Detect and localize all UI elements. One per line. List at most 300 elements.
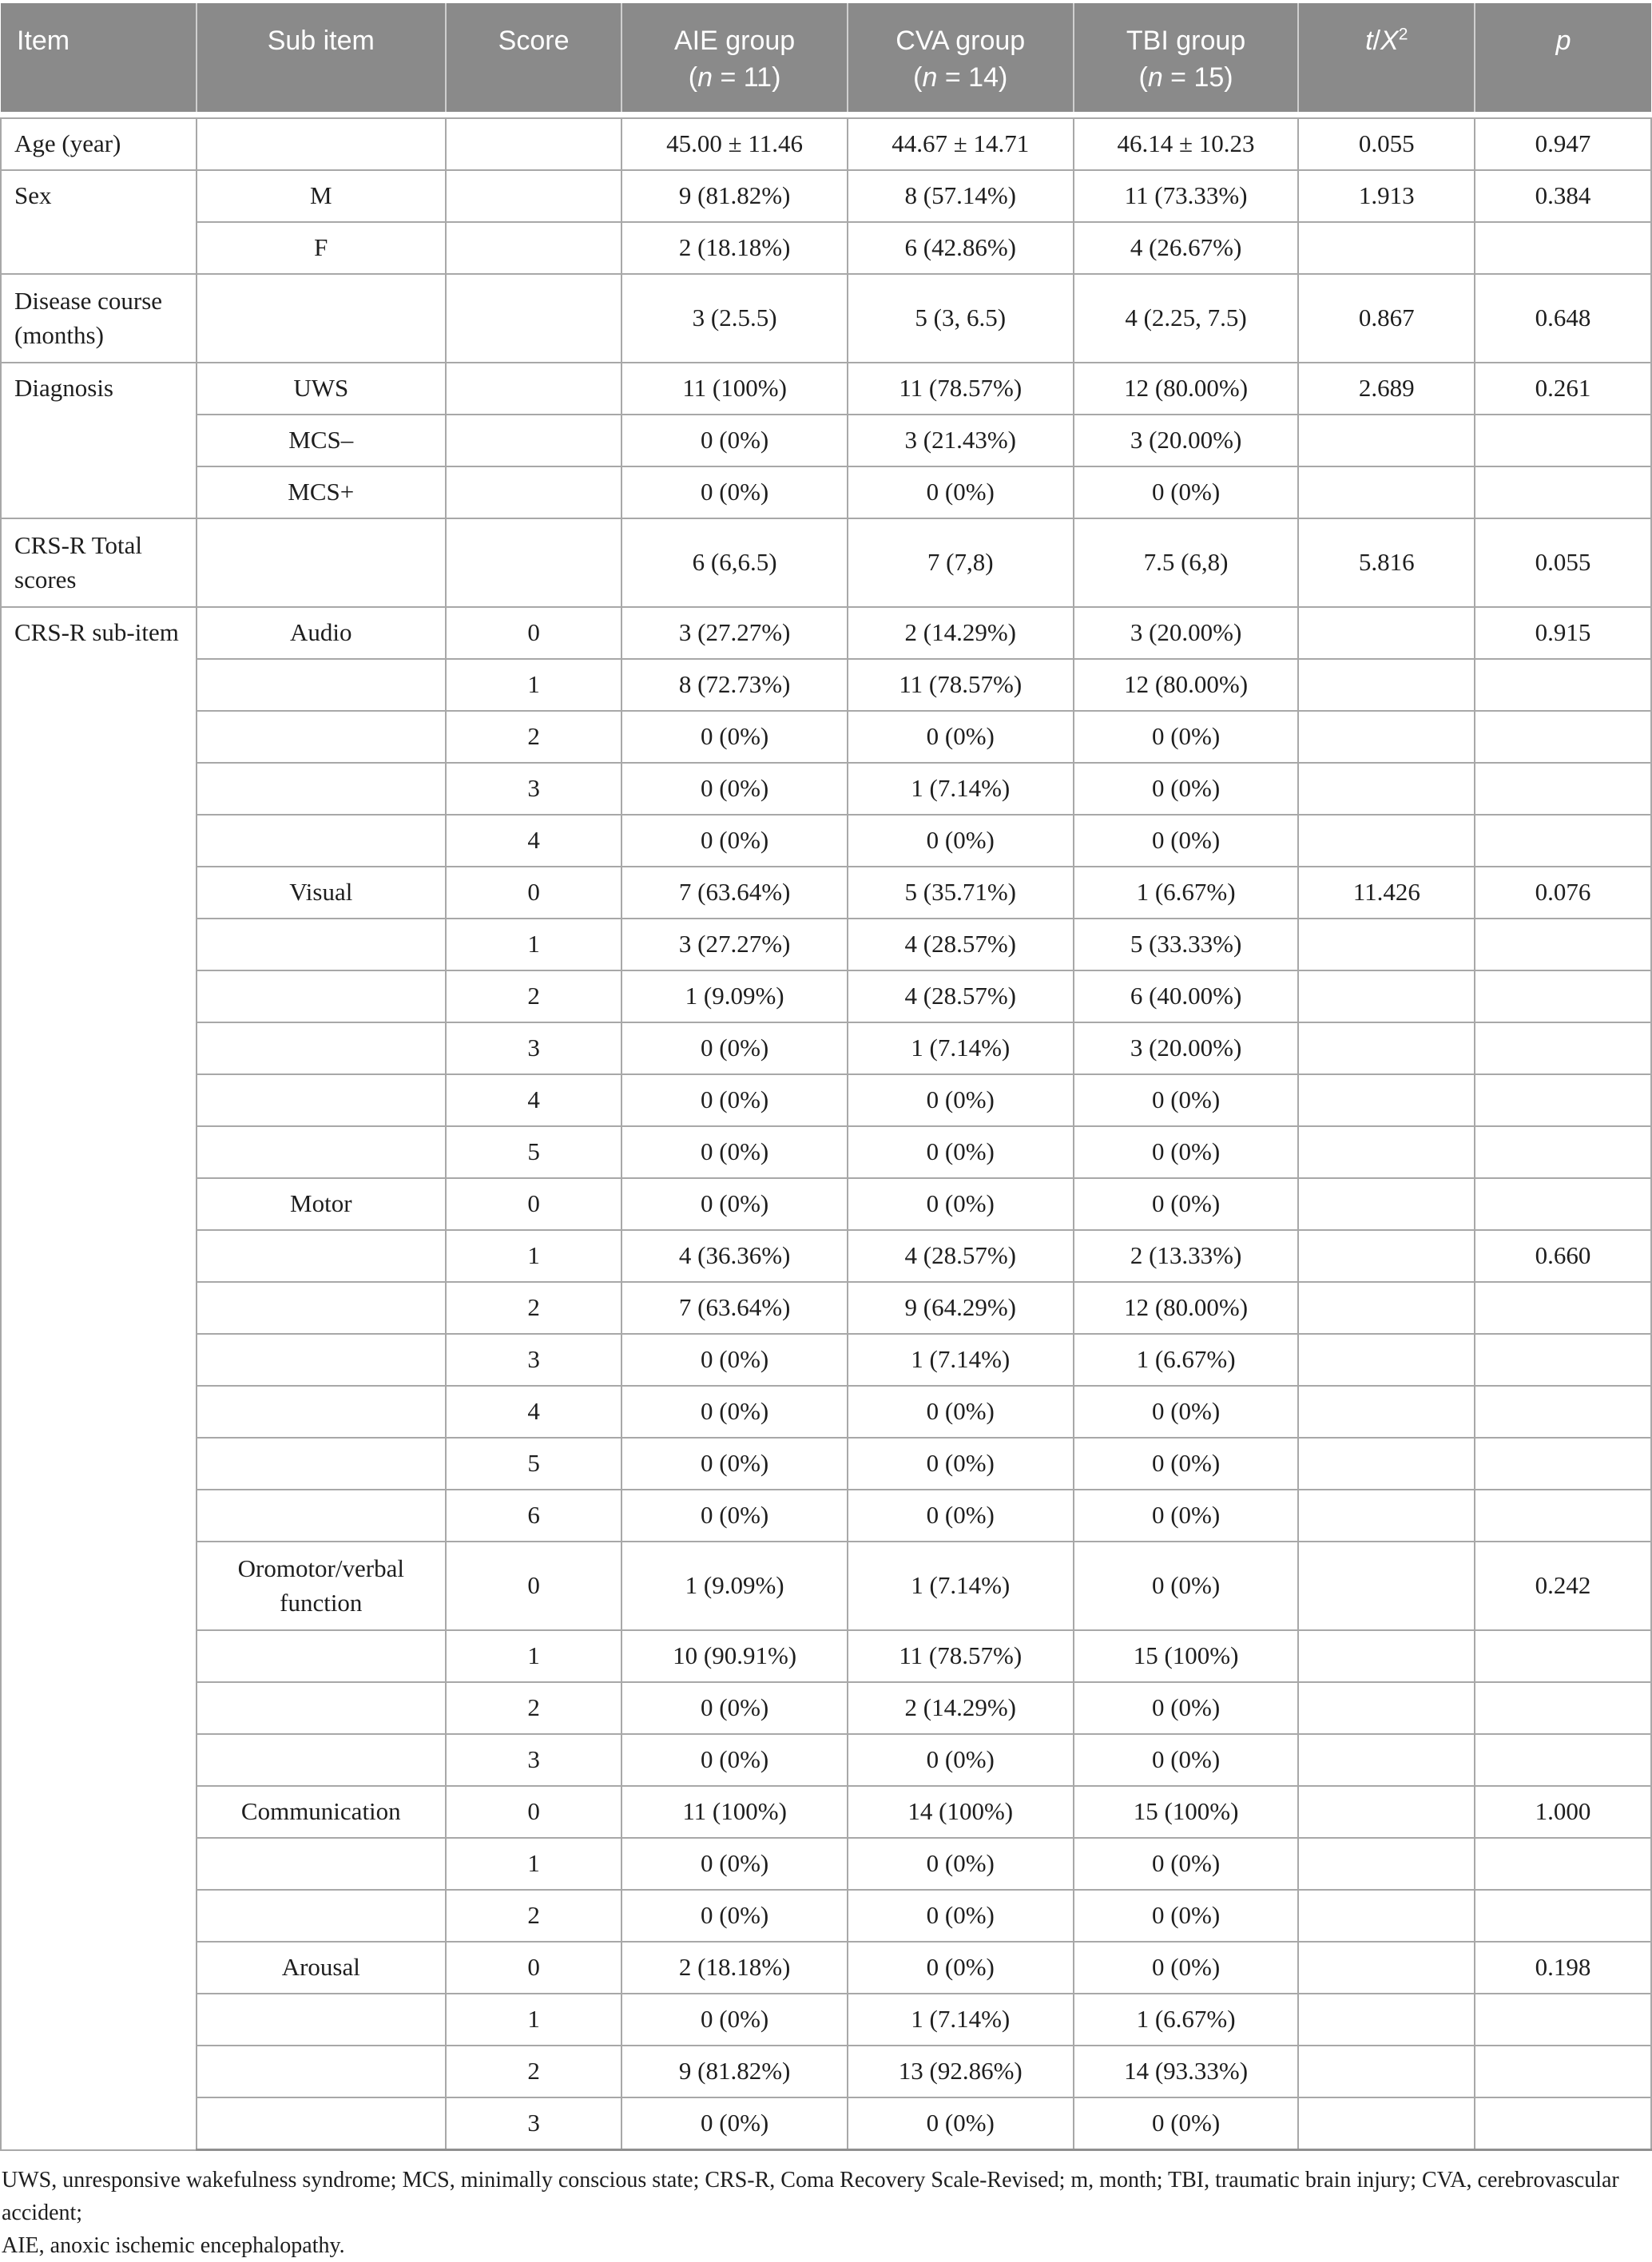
table-row (1, 763, 1651, 815)
table-row (1, 1074, 1651, 1126)
cell-t (1298, 1126, 1475, 1178)
cell-sub (197, 1282, 446, 1334)
cell-p: 0.915 (1475, 607, 1651, 659)
cell-sub: MCS– (197, 415, 446, 466)
cell-t (1298, 1734, 1475, 1786)
cell-aie: 0 (0%) (621, 1178, 847, 1230)
cell-cva: 11 (78.57%) (848, 659, 1074, 711)
cell-cva: 2 (14.29%) (848, 1682, 1074, 1734)
cell-tbi: 0 (0%) (1074, 1386, 1299, 1438)
cell-tbi: 3 (20.00%) (1074, 415, 1299, 466)
table-row (1, 1126, 1651, 1178)
cell-aie: 1 (9.09%) (621, 970, 847, 1022)
cell-tbi: 11 (73.33%) (1074, 170, 1299, 222)
cell-p: 0.947 (1475, 118, 1651, 170)
table-row (1, 1022, 1651, 1074)
cell-p (1475, 919, 1651, 970)
cell-p (1475, 222, 1651, 274)
cell-tbi: 1 (6.67%) (1074, 1994, 1299, 2046)
cell-aie: 0 (0%) (621, 1022, 847, 1074)
column-header-tbi: TBI group (n = 15) (1074, 2, 1299, 112)
cell-tbi: 0 (0%) (1074, 1838, 1299, 1890)
cell-aie: 2 (18.18%) (621, 222, 847, 274)
cell-t (1298, 1178, 1475, 1230)
cell-p: 0.242 (1475, 1542, 1651, 1630)
cell-tbi: 0 (0%) (1074, 711, 1299, 763)
cell-tbi: 0 (0%) (1074, 1942, 1299, 1994)
cell-aie: 0 (0%) (621, 1334, 847, 1386)
footnote-line: AIE, anoxic ischemic encephalopathy. (2, 2233, 345, 2259)
cell-p: 0.198 (1475, 1942, 1651, 1994)
cell-tbi: 0 (0%) (1074, 1074, 1299, 1126)
table-row (1, 363, 1651, 415)
cell-cva: 4 (28.57%) (848, 1230, 1074, 1282)
cell-sub (197, 518, 446, 607)
cell-sub: MCS+ (197, 466, 446, 518)
table-row (1, 867, 1651, 919)
cell-tbi: 7.5 (6,8) (1074, 518, 1299, 607)
header-gap (1, 112, 1651, 118)
table-row (1, 1734, 1651, 1786)
cell-t (1298, 1490, 1475, 1542)
cell-tbi: 0 (0%) (1074, 2097, 1299, 2150)
cell-p (1475, 1438, 1651, 1490)
cell-score: 5 (446, 1126, 622, 1178)
table-row (1, 118, 1651, 170)
cell-tbi: 6 (40.00%) (1074, 970, 1299, 1022)
cell-aie: 0 (0%) (621, 466, 847, 518)
cell-cva: 13 (92.86%) (848, 2046, 1074, 2097)
cell-p: 0.055 (1475, 518, 1651, 607)
cell-aie: 10 (90.91%) (621, 1630, 847, 1682)
cell-cva: 9 (64.29%) (848, 1282, 1074, 1334)
cell-p: 0.648 (1475, 274, 1651, 363)
cell-cva: 0 (0%) (848, 711, 1074, 763)
table-row (1, 466, 1651, 518)
cell-aie: 9 (81.82%) (621, 170, 847, 222)
cell-cva: 0 (0%) (848, 1438, 1074, 1490)
column-header-item: Item (1, 2, 197, 112)
cell-aie: 0 (0%) (621, 1682, 847, 1734)
cell-tbi: 15 (100%) (1074, 1630, 1299, 1682)
header-row (1, 2, 1651, 112)
cell-cva: 11 (78.57%) (848, 363, 1074, 415)
table-row (1, 1890, 1651, 1942)
cell-p (1475, 466, 1651, 518)
cell-score (446, 274, 622, 363)
cell-score: 6 (446, 1490, 622, 1542)
table-body (1, 112, 1651, 2150)
cell-t (1298, 1838, 1475, 1890)
table-row (1, 970, 1651, 1022)
cell-sub (197, 1682, 446, 1734)
cell-tbi: 0 (0%) (1074, 763, 1299, 815)
cell-tbi: 12 (80.00%) (1074, 659, 1299, 711)
cell-sub (197, 711, 446, 763)
cell-score: 1 (446, 659, 622, 711)
table-row (1, 1334, 1651, 1386)
cell-p: 0.076 (1475, 867, 1651, 919)
cell-sub (197, 1074, 446, 1126)
cell-cva: 0 (0%) (848, 1490, 1074, 1542)
cell-score: 0 (446, 1178, 622, 1230)
cell-sub (197, 1890, 446, 1942)
cell-aie: 0 (0%) (621, 1438, 847, 1490)
cell-score: 3 (446, 1334, 622, 1386)
cell-score: 3 (446, 1022, 622, 1074)
cell-tbi: 12 (80.00%) (1074, 1282, 1299, 1334)
table-row (1, 607, 1651, 659)
cell-score: 2 (446, 1282, 622, 1334)
cell-sub (197, 1022, 446, 1074)
cell-aie: 0 (0%) (621, 711, 847, 763)
cell-tbi: 4 (26.67%) (1074, 222, 1299, 274)
cell-cva: 44.67 ± 14.71 (848, 118, 1074, 170)
cell-aie: 4 (36.36%) (621, 1230, 847, 1282)
table-header (1, 2, 1651, 112)
cell-score: 2 (446, 1682, 622, 1734)
cell-score: 2 (446, 1890, 622, 1942)
table-row (1, 274, 1651, 363)
cell-tbi: 0 (0%) (1074, 1542, 1299, 1630)
cell-p (1475, 815, 1651, 867)
cell-score (446, 118, 622, 170)
cell-tbi: 0 (0%) (1074, 1178, 1299, 1230)
table-row (1, 2046, 1651, 2097)
cell-aie: 6 (6,6.5) (621, 518, 847, 607)
cell-item: Disease course (months) (1, 274, 197, 363)
cell-score: 2 (446, 711, 622, 763)
cell-p (1475, 1074, 1651, 1126)
cell-aie: 0 (0%) (621, 763, 847, 815)
cell-sub (197, 1230, 446, 1282)
cell-score: 1 (446, 919, 622, 970)
table-row (1, 1438, 1651, 1490)
cell-p: 0.384 (1475, 170, 1651, 222)
cell-cva: 0 (0%) (848, 1074, 1074, 1126)
cell-t (1298, 2046, 1475, 2097)
cell-t (1298, 659, 1475, 711)
column-header-t: $t/X^2$ (1298, 2, 1475, 112)
cell-score (446, 170, 622, 222)
cell-t (1298, 1074, 1475, 1126)
table-row (1, 415, 1651, 466)
cell-cva: 0 (0%) (848, 1942, 1074, 1994)
cell-sub: M (197, 170, 446, 222)
cell-sub (197, 274, 446, 363)
cell-cva: 0 (0%) (848, 1890, 1074, 1942)
cell-score (446, 222, 622, 274)
table-row (1, 1230, 1651, 1282)
cell-sub (197, 1630, 446, 1682)
cell-sub: Motor (197, 1178, 446, 1230)
cell-t (1298, 815, 1475, 867)
cell-cva: 11 (78.57%) (848, 1630, 1074, 1682)
cell-cva: 0 (0%) (848, 1734, 1074, 1786)
cell-tbi: 1 (6.67%) (1074, 867, 1299, 919)
cell-t (1298, 763, 1475, 815)
column-header-aie: AIE group (n = 11) (621, 2, 847, 112)
cell-p (1475, 763, 1651, 815)
cell-tbi: 1 (6.67%) (1074, 1334, 1299, 1386)
cell-cva: 5 (3, 6.5) (848, 274, 1074, 363)
footnote-line: UWS, unresponsive wakefulness syndrome; MCS, minimally conscious state; CRS-R, Coma Recovery Scale-Revised; m, month; TBI, traumatic brain injury; CVA, cerebrovascular accident; (2, 2168, 1619, 2226)
cell-cva: 0 (0%) (848, 2097, 1074, 2150)
cell-cva: 1 (7.14%) (848, 1334, 1074, 1386)
cell-aie: 0 (0%) (621, 1838, 847, 1890)
cell-t (1298, 919, 1475, 970)
cell-aie: 0 (0%) (621, 1734, 847, 1786)
cell-cva: 0 (0%) (848, 466, 1074, 518)
cell-t: 2.689 (1298, 363, 1475, 415)
cell-item: Age (year) (1, 118, 197, 170)
cell-score: 4 (446, 1386, 622, 1438)
table-row (1, 1838, 1651, 1890)
cell-t (1298, 1542, 1475, 1630)
cell-p (1475, 1334, 1651, 1386)
cell-cva: 0 (0%) (848, 1838, 1074, 1890)
table-row (1, 170, 1651, 222)
cell-p (1475, 1630, 1651, 1682)
table-row (1, 1630, 1651, 1682)
cell-score: 0 (446, 867, 622, 919)
table-row (1, 222, 1651, 274)
cell-tbi: 0 (0%) (1074, 466, 1299, 518)
cell-sub: Oromotor/verbal function (197, 1542, 446, 1630)
cell-p (1475, 711, 1651, 763)
cell-p (1475, 970, 1651, 1022)
table-row (1, 518, 1651, 607)
cell-aie: 0 (0%) (621, 1074, 847, 1126)
cell-aie: 2 (18.18%) (621, 1942, 847, 1994)
cell-aie: 8 (72.73%) (621, 659, 847, 711)
cell-tbi: 12 (80.00%) (1074, 363, 1299, 415)
cell-score: 1 (446, 1994, 622, 2046)
cell-sub: Audio (197, 607, 446, 659)
cell-p (1475, 1490, 1651, 1542)
cell-sub (197, 118, 446, 170)
cell-cva: 3 (21.43%) (848, 415, 1074, 466)
table-row (1, 1178, 1651, 1230)
table-row (1, 1994, 1651, 2046)
cell-tbi: 0 (0%) (1074, 1890, 1299, 1942)
cell-p (1475, 2046, 1651, 2097)
cell-p: 0.660 (1475, 1230, 1651, 1282)
cell-sub: UWS (197, 363, 446, 415)
cell-score: 1 (446, 1230, 622, 1282)
cell-p (1475, 1734, 1651, 1786)
cell-cva: 2 (14.29%) (848, 607, 1074, 659)
cell-aie: 1 (9.09%) (621, 1542, 847, 1630)
table-row (1, 1282, 1651, 1334)
cell-p (1475, 1178, 1651, 1230)
cell-p (1475, 1994, 1651, 2046)
table-row (1, 919, 1651, 970)
cell-item: Sex (1, 170, 197, 274)
cell-t (1298, 1942, 1475, 1994)
cell-tbi: 5 (33.33%) (1074, 919, 1299, 970)
table-footnote (2, 2164, 1652, 2262)
cell-sub: Communication (197, 1786, 446, 1838)
cell-sub (197, 2046, 446, 2097)
cell-t: 0.055 (1298, 118, 1475, 170)
cell-sub (197, 970, 446, 1022)
cell-tbi: 0 (0%) (1074, 1734, 1299, 1786)
column-header-cva: CVA group (n = 14) (848, 2, 1074, 112)
cell-tbi: 0 (0%) (1074, 815, 1299, 867)
cell-cva: 1 (7.14%) (848, 1542, 1074, 1630)
cell-cva: 1 (7.14%) (848, 1994, 1074, 2046)
cell-aie: 3 (2.5.5) (621, 274, 847, 363)
cell-cva: 8 (57.14%) (848, 170, 1074, 222)
cell-score: 3 (446, 2097, 622, 2150)
table-row (1, 1786, 1651, 1838)
cell-cva: 4 (28.57%) (848, 919, 1074, 970)
cell-cva: 1 (7.14%) (848, 763, 1074, 815)
cell-sub (197, 919, 446, 970)
cell-sub (197, 1994, 446, 2046)
table-row (1, 815, 1651, 867)
cell-tbi: 0 (0%) (1074, 1438, 1299, 1490)
cell-tbi: 0 (0%) (1074, 1126, 1299, 1178)
column-header-sub: Sub item (197, 2, 446, 112)
cell-t (1298, 1786, 1475, 1838)
cell-t (1298, 1994, 1475, 2046)
cell-p (1475, 1386, 1651, 1438)
cell-score: 4 (446, 1074, 622, 1126)
cell-score: 2 (446, 2046, 622, 2097)
cell-t (1298, 1282, 1475, 1334)
cell-score: 5 (446, 1438, 622, 1490)
cell-cva: 6 (42.86%) (848, 222, 1074, 274)
cell-aie: 3 (27.27%) (621, 607, 847, 659)
cell-item: CRS-R sub-item (1, 607, 197, 2150)
cell-tbi: 0 (0%) (1074, 1682, 1299, 1734)
cell-t (1298, 711, 1475, 763)
cell-t (1298, 970, 1475, 1022)
cell-score: 1 (446, 1630, 622, 1682)
cell-cva: 5 (35.71%) (848, 867, 1074, 919)
cell-score: 0 (446, 1786, 622, 1838)
cell-score: 2 (446, 970, 622, 1022)
cell-t: 11.426 (1298, 867, 1475, 919)
column-header-p: p (1475, 2, 1651, 112)
cell-sub (197, 1334, 446, 1386)
cell-aie: 9 (81.82%) (621, 2046, 847, 2097)
cell-cva: 7 (7,8) (848, 518, 1074, 607)
cell-sub (197, 763, 446, 815)
cell-sub (197, 1490, 446, 1542)
cell-score: 3 (446, 763, 622, 815)
cell-tbi: 2 (13.33%) (1074, 1230, 1299, 1282)
cell-tbi: 4 (2.25, 7.5) (1074, 274, 1299, 363)
cell-t: 5.816 (1298, 518, 1475, 607)
cell-p (1475, 1126, 1651, 1178)
table-row (1, 1490, 1651, 1542)
cell-aie: 11 (100%) (621, 1786, 847, 1838)
cell-t: 0.867 (1298, 274, 1475, 363)
table-row (1, 1386, 1651, 1438)
cell-aie: 0 (0%) (621, 1890, 847, 1942)
cell-p (1475, 415, 1651, 466)
cell-item: Diagnosis (1, 363, 197, 518)
cell-aie: 0 (0%) (621, 415, 847, 466)
cell-t (1298, 607, 1475, 659)
cell-tbi: 0 (0%) (1074, 1490, 1299, 1542)
cell-score (446, 415, 622, 466)
cell-sub: Arousal (197, 1942, 446, 1994)
cell-score: 0 (446, 1542, 622, 1630)
cell-sub (197, 1838, 446, 1890)
cell-sub (197, 1386, 446, 1438)
cell-score (446, 363, 622, 415)
cell-score: 3 (446, 1734, 622, 1786)
cell-tbi: 14 (93.33%) (1074, 2046, 1299, 2097)
cell-tbi: 3 (20.00%) (1074, 1022, 1299, 1074)
cell-aie: 7 (63.64%) (621, 1282, 847, 1334)
table-row (1, 659, 1651, 711)
cell-tbi: 15 (100%) (1074, 1786, 1299, 1838)
column-header-score: Score (446, 2, 622, 112)
cell-t (1298, 1890, 1475, 1942)
cell-aie: 0 (0%) (621, 1126, 847, 1178)
cell-t (1298, 1630, 1475, 1682)
cell-t (1298, 1334, 1475, 1386)
cell-p (1475, 1890, 1651, 1942)
cell-aie: 0 (0%) (621, 1386, 847, 1438)
cell-score: 1 (446, 1838, 622, 1890)
table-row (1, 1542, 1651, 1630)
cell-item: CRS-R Total scores (1, 518, 197, 607)
cell-t (1298, 1022, 1475, 1074)
cell-t (1298, 1230, 1475, 1282)
cell-t (1298, 1438, 1475, 1490)
cell-t (1298, 1386, 1475, 1438)
cell-t: 1.913 (1298, 170, 1475, 222)
cell-cva: 0 (0%) (848, 1178, 1074, 1230)
cell-aie: 0 (0%) (621, 1490, 847, 1542)
cell-cva: 0 (0%) (848, 815, 1074, 867)
cell-score (446, 466, 622, 518)
cell-p (1475, 659, 1651, 711)
cell-score: 0 (446, 607, 622, 659)
cell-score: 4 (446, 815, 622, 867)
cell-cva: 14 (100%) (848, 1786, 1074, 1838)
cell-cva: 4 (28.57%) (848, 970, 1074, 1022)
cell-p (1475, 1838, 1651, 1890)
cell-aie: 7 (63.64%) (621, 867, 847, 919)
table-row (1, 1682, 1651, 1734)
cell-sub (197, 1734, 446, 1786)
cell-aie: 11 (100%) (621, 363, 847, 415)
cell-p (1475, 1022, 1651, 1074)
table-row (1, 1942, 1651, 1994)
cell-aie: 0 (0%) (621, 2097, 847, 2150)
cell-sub: Visual (197, 867, 446, 919)
cell-t (1298, 1682, 1475, 1734)
cell-sub: F (197, 222, 446, 274)
cell-sub (197, 659, 446, 711)
cell-score: 0 (446, 1942, 622, 1994)
cell-t (1298, 466, 1475, 518)
cell-sub (197, 815, 446, 867)
cell-aie: 3 (27.27%) (621, 919, 847, 970)
table-row (1, 711, 1651, 763)
cell-tbi: 3 (20.00%) (1074, 607, 1299, 659)
cell-sub (197, 1438, 446, 1490)
cell-p: 0.261 (1475, 363, 1651, 415)
cell-t (1298, 222, 1475, 274)
